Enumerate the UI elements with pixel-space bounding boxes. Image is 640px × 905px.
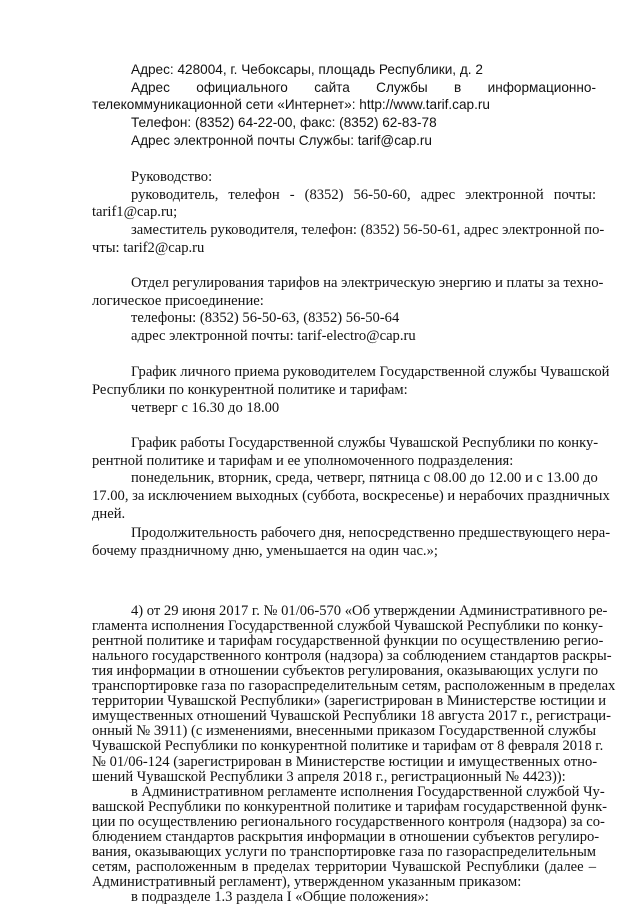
regulation-line-1: в Административном регламенте исполнения Государственной службой Чу-	[131, 784, 605, 800]
head-contacts-line: руководитель, телефон - (8352) 56-50-60, адрес электронной почты:	[131, 187, 596, 203]
regulation-line-5: вания, оказывающих услуги по транспортировке газа по газораспределительным	[92, 844, 596, 860]
item-4-line-9: онный № 3911) (с изменениями, внесенными приказом Государственной службы	[92, 723, 596, 739]
regulation-line-4: блюдением стандартов раскрытия информации в отношении субъектов регулиро-	[92, 829, 600, 845]
work-hours-line-1: понедельник, вторник, среда, четверг, пятница с 08.00 до 12.00 и с 13.00 до	[131, 470, 598, 486]
work-schedule-line-1: График работы Государственной службы Чувашской Республики по конку-	[131, 435, 599, 451]
item-4-line-8: имущественных отношений Чувашской Республики 18 августа 2017 г., регистраци-	[92, 708, 611, 724]
reception-schedule-line-2: Республики по конкурентной политике и тарифам:	[92, 382, 408, 398]
item-4-line-4: нального государственного контроля (надзора) за соблюдением стандартов раскры-	[92, 648, 612, 664]
item-4-line-7: территории Чувашской Республики» (зарегистрирован в Министерстве юстиции и	[92, 693, 607, 709]
phone-fax-line: Телефон: (8352) 64-22-00, факс: (8352) 62-83-78	[131, 115, 437, 130]
work-schedule-line-2: рентной политике и тарифам и ее уполномоченного подразделения:	[92, 453, 514, 469]
item-4-line-10: Чувашской Республики по конкурентной политике и тарифам от 8 февраля 2018 г.	[92, 738, 604, 754]
regulation-line-3: ции по осуществлению регионального государственного контроля (надзора) за со-	[92, 814, 605, 830]
website-url-line: телекоммуникационной сети «Интернет»: http://www.tarif.cap.ru	[92, 97, 490, 112]
item-4-line-11: № 01/06-124 (зарегистрирован в Министерстве юстиции и имущественных отно-	[92, 754, 598, 770]
regulation-line-6: сетям, расположенным в пределах территории Чувашской Республики (далее –	[92, 859, 596, 875]
work-hours-line-2: 17.00, за исключением выходных (суббота, воскресенье) и нерабочих праздничных	[92, 488, 610, 504]
head-email-line: tarif1@cap.ru;	[92, 204, 178, 220]
deputy-contacts-line: заместитель руководителя, телефон: (8352) 56-50-61, адрес электронной по-	[131, 222, 605, 238]
pre-holiday-line-1: Продолжительность рабочего дня, непосредственно предшествующего нера-	[131, 525, 611, 541]
item-4-line-3: рентной политике и тарифам государственной функции по осуществлению регио-	[92, 633, 604, 649]
reception-time-line: четверг с 16.30 до 18.00	[131, 400, 280, 416]
work-hours-line-3: дней.	[92, 506, 126, 522]
regulation-line-7: Административный регламент), утвержденном указанным приказом:	[92, 874, 522, 890]
department-title-line-1: Отдел регулирования тарифов на электрическую энергию и платы за техно-	[131, 275, 604, 291]
subsection-line: в подразделе 1.3 раздела I «Общие положения»:	[131, 889, 429, 905]
deputy-email-line: чты: tarif2@cap.ru	[92, 240, 205, 256]
item-4-line-5: тия информации в отношении субъектов регулирования, оказывающих услуги по	[92, 663, 599, 679]
reception-schedule-line-1: График личного приема руководителем Государственной службы Чувашской	[131, 364, 610, 380]
department-title-line-2: логическое присоединение:	[92, 293, 264, 309]
email-line: Адрес электронной почты Службы: tarif@cap.ru	[131, 133, 432, 148]
management-heading: Руководство:	[131, 169, 213, 185]
department-phones-line: телефоны: (8352) 56-50-63, (8352) 56-50-64	[131, 310, 400, 326]
item-4-line-6: транспортировке газа по газораспределительным сетям, расположенным в пределах	[92, 678, 616, 694]
item-4-line-2: гламента исполнения Государственной службой Чувашской Республики по конку-	[92, 618, 603, 634]
address-line: Адрес: 428004, г. Чебоксары, площадь Республики, д. 2	[131, 62, 483, 77]
pre-holiday-line-2: бочему праздничному дню, уменьшается на один час.»;	[92, 543, 438, 559]
regulation-line-2: вашской Республики по конкурентной политике и тарифам государственной функ-	[92, 799, 608, 815]
website-label-line: Адрес официального сайта Службы в информационно-	[131, 80, 596, 95]
item-4-line-1: 4) от 29 июня 2017 г. № 01/06-570 «Об утверждении Административного ре-	[131, 603, 608, 619]
department-email-line: адрес электронной почты: tarif-electro@cap.ru	[131, 328, 416, 344]
item-4-line-12: шений Чувашской Республики 3 апреля 2018 г., регистрационный № 4423)):	[92, 769, 566, 785]
